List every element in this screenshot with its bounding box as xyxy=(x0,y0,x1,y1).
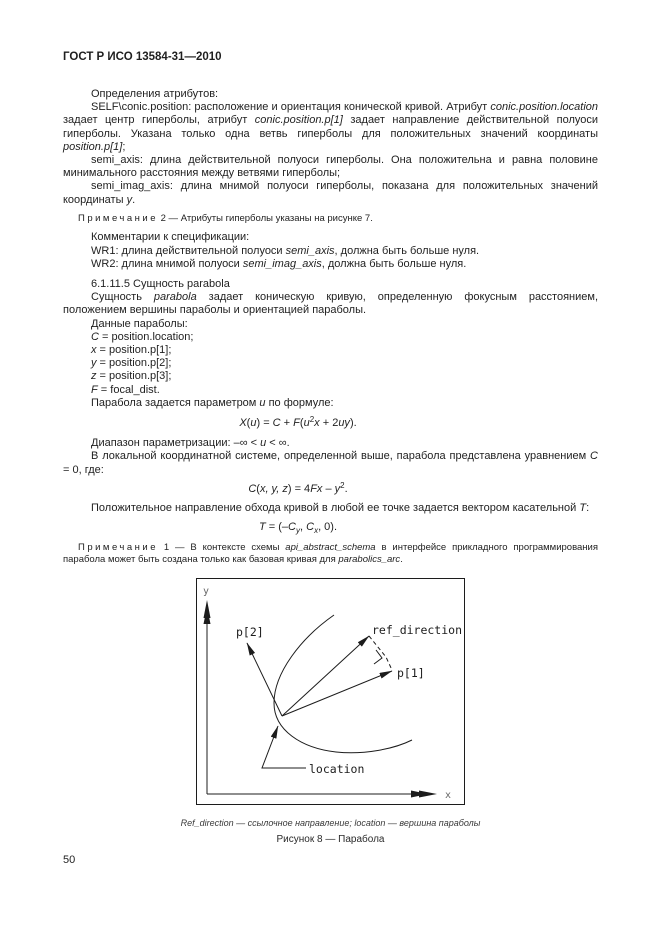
figure-caption: Ref_direction — ссылочное направление; location — вершина параболы xyxy=(180,817,481,828)
p2-arrow xyxy=(247,643,282,716)
p2-label: p[2] xyxy=(236,624,264,639)
formula-tangent: $T = (-C_y$, $C_x$, 0). xyxy=(258,521,338,536)
ref-direction-label: ref_direction xyxy=(372,622,463,637)
figure-parabola xyxy=(196,578,465,805)
paragraph-semi-axis: semi_axis: длина действительной полуоси гиперболы. Она положительна и равна половине минимального расстояния между ветвями гиперболы; xyxy=(63,154,598,180)
p1-arrow xyxy=(282,671,392,716)
parabola-diagram xyxy=(196,578,465,805)
paragraph-semi-imag-axis: semi_imag_axis: длина мнимой полуоси гиперболы, показана для положительных значений координаты y. xyxy=(63,180,598,206)
right-angle-mark xyxy=(374,650,382,664)
doc-header: ГОСТ Р ИСО 13584-31—2010 xyxy=(63,51,222,63)
paragraph-parabola-essence: Сущность parabola задает коническую кривую, определенную фокусным расстоянием, положением вершины параболы и ориентацией параболы. xyxy=(63,291,599,317)
y-axis-label: y xyxy=(203,585,210,597)
paragraph-param-range: Диапазон параметризации: –∞ < u < ∞. xyxy=(91,437,290,450)
paragraph-spec-comments: Комментарии к спецификации: xyxy=(91,231,250,244)
section-heading-parabola: 6.1.11.5 Сущность parabola xyxy=(91,278,230,291)
paragraph-self-conic-position: SELF\conic.position: расположение и ориентация конической кривой. Атрибут conic.position.location задает центр гиперболы, атрибут conic.position.p[1] задает направление действительной полуоси гиперболы. Указана только одна ветвь гиперболы для положительных значений координаты position.p[1]; xyxy=(63,101,598,153)
x-axis-label: x xyxy=(445,789,452,801)
p1-label: p[1] xyxy=(397,665,425,680)
data-line-c: C = position.location; xyxy=(91,330,194,343)
location-leader xyxy=(262,726,306,768)
figure-title: Рисунок 8 — Парабола xyxy=(276,833,385,845)
perpendicular-dashed-line xyxy=(369,636,392,670)
data-line-f: F = focal_dist. xyxy=(91,383,160,396)
data-line-x: x = position.p[1]; xyxy=(91,344,172,357)
page-number: 50 xyxy=(63,853,76,866)
paragraph-wr2: WR2: длина мнимой полуоси semi_imag_axis, должна быть больше нуля. xyxy=(91,257,467,270)
paragraph-wr1: WR1: длина действительной полуоси semi_axis, должна быть больше нуля. xyxy=(91,244,480,257)
formula-parametric: $X(u) = C + F(u^2x + 2uy)$. xyxy=(239,415,357,430)
data-line-z: z = position.p[3]; xyxy=(91,370,172,383)
formula-implicit: C(x, y, $z) = 4Fx - y^2$. xyxy=(248,480,348,495)
paragraph-tangent-direction: Положительное направление обхода кривой в любой ее точке задается вектором касательной T: xyxy=(91,502,590,515)
data-line-y: y = position.p[2]; xyxy=(91,357,172,370)
paragraph-definitions-intro: Определения атрибутов: xyxy=(91,88,219,100)
ref-direction-arrow xyxy=(282,636,369,716)
paragraph-parabola-parameter: Парабола задается параметром u по формуле: xyxy=(91,396,334,409)
note-1: Примечание 1 — В контексте схемы api_abstract_schema в интерфейсе прикладного программирования парабола может быть создана только как базовая кривая для parabolics_arc. xyxy=(63,542,598,566)
note-2: Примечание 2 — Атрибуты гиперболы указаны на рисунке 7. xyxy=(78,212,373,224)
paragraph-parabola-data: Данные параболы: xyxy=(91,317,188,330)
location-label: location xyxy=(309,761,365,776)
paragraph-local-coords: В локальной координатной системе, определенной выше, парабола представлена уравнением C = 0, где: xyxy=(63,450,598,476)
